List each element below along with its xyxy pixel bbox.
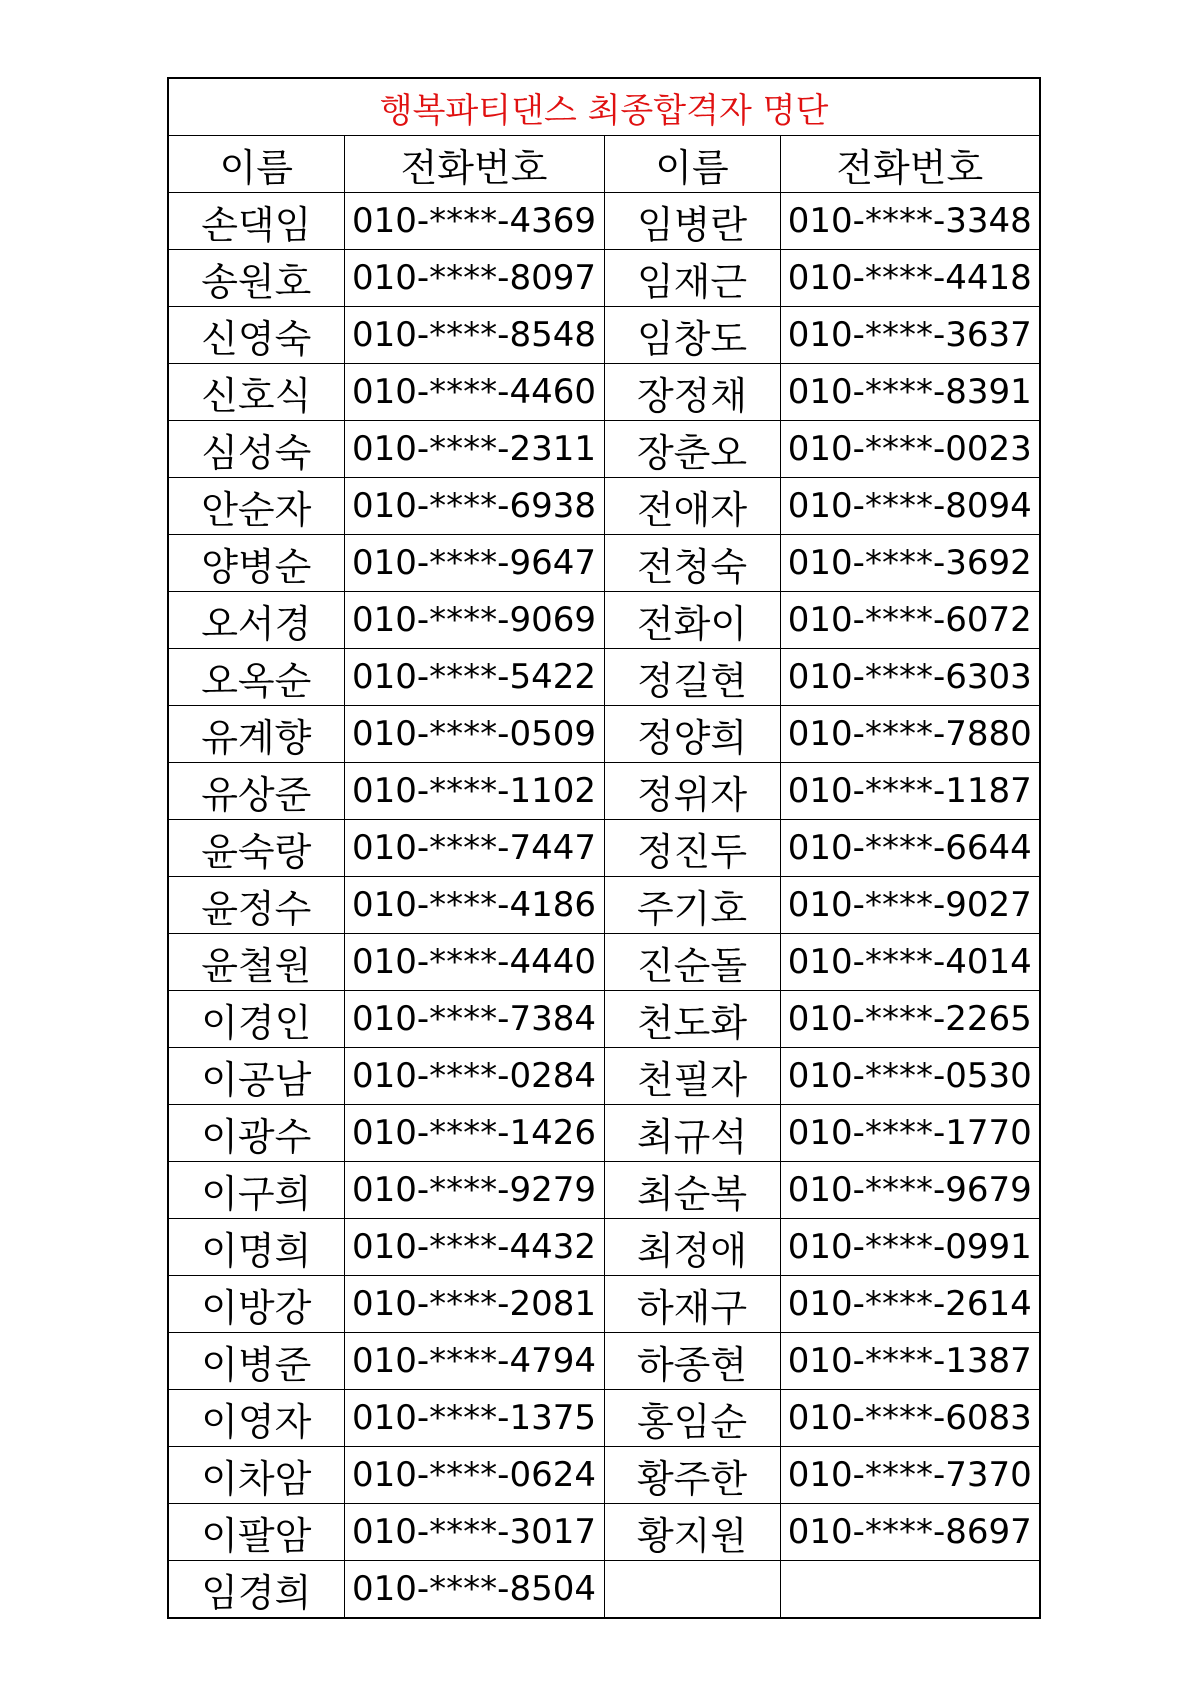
name-cell-left: 송원호 — [168, 250, 344, 307]
name-cell-left: 신영숙 — [168, 307, 344, 364]
phone-cell-left: 010-****-9647 — [344, 535, 604, 592]
phone-cell-right: 010-****-8391 — [780, 364, 1040, 421]
phone-cell-left: 010-****-8097 — [344, 250, 604, 307]
name-cell-left: 윤철원 — [168, 934, 344, 991]
name-cell-right: 임재근 — [604, 250, 780, 307]
header-name-right: 이름 — [604, 136, 780, 193]
header-phone-left: 전화번호 — [344, 136, 604, 193]
name-cell-right: 정양희 — [604, 706, 780, 763]
phone-cell-left: 010-****-3017 — [344, 1504, 604, 1561]
table-row — [168, 1504, 1040, 1561]
name-cell-left: 유계향 — [168, 706, 344, 763]
table-row — [168, 1162, 1040, 1219]
name-cell-right: 임병란 — [604, 193, 780, 250]
phone-cell-right — [780, 1561, 1040, 1619]
phone-cell-right: 010-****-1770 — [780, 1105, 1040, 1162]
phone-cell-left: 010-****-4186 — [344, 877, 604, 934]
name-cell-right: 전화이 — [604, 592, 780, 649]
table-row — [168, 535, 1040, 592]
name-cell-right: 천필자 — [604, 1048, 780, 1105]
name-cell-right: 정길현 — [604, 649, 780, 706]
table-row — [168, 1219, 1040, 1276]
table-row — [168, 364, 1040, 421]
phone-cell-left: 010-****-2081 — [344, 1276, 604, 1333]
name-cell-left: 오옥순 — [168, 649, 344, 706]
name-cell-left: 안순자 — [168, 478, 344, 535]
name-cell-left: 손댁임 — [168, 193, 344, 250]
name-cell-right: 정진두 — [604, 820, 780, 877]
table-row — [168, 478, 1040, 535]
name-cell-right: 정위자 — [604, 763, 780, 820]
name-cell-left: 이영자 — [168, 1390, 344, 1447]
table-row — [168, 649, 1040, 706]
table-row — [168, 1390, 1040, 1447]
name-cell-right: 주기호 — [604, 877, 780, 934]
phone-cell-left: 010-****-1426 — [344, 1105, 604, 1162]
roster-header — [168, 78, 1040, 193]
phone-cell-left: 010-****-8548 — [344, 307, 604, 364]
table-row — [168, 1561, 1040, 1619]
name-cell-left: 심성숙 — [168, 421, 344, 478]
table-row — [168, 820, 1040, 877]
phone-cell-left: 010-****-1375 — [344, 1390, 604, 1447]
phone-cell-right: 010-****-4418 — [780, 250, 1040, 307]
phone-cell-left: 010-****-4460 — [344, 364, 604, 421]
document-title: 행복파티댄스 최종합격자 명단 — [168, 78, 1040, 136]
phone-cell-left: 010-****-7384 — [344, 991, 604, 1048]
phone-cell-left: 010-****-4794 — [344, 1333, 604, 1390]
phone-cell-right: 010-****-8697 — [780, 1504, 1040, 1561]
phone-cell-left: 010-****-6938 — [344, 478, 604, 535]
phone-cell-left: 010-****-4432 — [344, 1219, 604, 1276]
phone-cell-right: 010-****-3348 — [780, 193, 1040, 250]
phone-cell-right: 010-****-9679 — [780, 1162, 1040, 1219]
title-row — [168, 78, 1040, 136]
roster-table — [167, 77, 1041, 1619]
phone-cell-right: 010-****-7880 — [780, 706, 1040, 763]
phone-cell-right: 010-****-6083 — [780, 1390, 1040, 1447]
name-cell-right: 장정채 — [604, 364, 780, 421]
phone-cell-left: 010-****-0624 — [344, 1447, 604, 1504]
table-row — [168, 877, 1040, 934]
phone-cell-right: 010-****-6072 — [780, 592, 1040, 649]
column-header-row — [168, 136, 1040, 193]
name-cell-left: 이방강 — [168, 1276, 344, 1333]
name-cell-right: 하종현 — [604, 1333, 780, 1390]
table-row — [168, 763, 1040, 820]
table-row — [168, 1105, 1040, 1162]
phone-cell-left: 010-****-4440 — [344, 934, 604, 991]
table-row — [168, 1333, 1040, 1390]
name-cell-left: 임경희 — [168, 1561, 344, 1619]
name-cell-left: 윤정수 — [168, 877, 344, 934]
table-row — [168, 421, 1040, 478]
name-cell-right: 전애자 — [604, 478, 780, 535]
phone-cell-right: 010-****-6303 — [780, 649, 1040, 706]
phone-cell-left: 010-****-9069 — [344, 592, 604, 649]
phone-cell-right: 010-****-6644 — [780, 820, 1040, 877]
phone-cell-left: 010-****-9279 — [344, 1162, 604, 1219]
phone-cell-right: 010-****-2614 — [780, 1276, 1040, 1333]
name-cell-right: 황지원 — [604, 1504, 780, 1561]
name-cell-left: 유상준 — [168, 763, 344, 820]
phone-cell-left: 010-****-0284 — [344, 1048, 604, 1105]
name-cell-left: 이구희 — [168, 1162, 344, 1219]
phone-cell-right: 010-****-4014 — [780, 934, 1040, 991]
phone-cell-right: 010-****-7370 — [780, 1447, 1040, 1504]
roster-body — [168, 193, 1040, 1619]
phone-cell-left: 010-****-7447 — [344, 820, 604, 877]
table-row — [168, 592, 1040, 649]
table-row — [168, 706, 1040, 763]
header-phone-right: 전화번호 — [780, 136, 1040, 193]
phone-cell-left: 010-****-1102 — [344, 763, 604, 820]
name-cell-right: 임창도 — [604, 307, 780, 364]
phone-cell-left: 010-****-4369 — [344, 193, 604, 250]
name-cell-left: 이경인 — [168, 991, 344, 1048]
name-cell-left: 이차암 — [168, 1447, 344, 1504]
table-row — [168, 307, 1040, 364]
name-cell-right: 진순돌 — [604, 934, 780, 991]
phone-cell-left: 010-****-8504 — [344, 1561, 604, 1619]
name-cell-right — [604, 1561, 780, 1619]
phone-cell-right: 010-****-1387 — [780, 1333, 1040, 1390]
name-cell-left: 이광수 — [168, 1105, 344, 1162]
name-cell-right: 최순복 — [604, 1162, 780, 1219]
name-cell-left: 이명희 — [168, 1219, 344, 1276]
name-cell-right: 전청숙 — [604, 535, 780, 592]
phone-cell-right: 010-****-1187 — [780, 763, 1040, 820]
name-cell-right: 홍임순 — [604, 1390, 780, 1447]
phone-cell-left: 010-****-2311 — [344, 421, 604, 478]
table-row — [168, 1447, 1040, 1504]
table-row — [168, 193, 1040, 250]
phone-cell-right: 010-****-0023 — [780, 421, 1040, 478]
phone-cell-left: 010-****-0509 — [344, 706, 604, 763]
name-cell-right: 천도화 — [604, 991, 780, 1048]
name-cell-left: 양병순 — [168, 535, 344, 592]
table-row — [168, 934, 1040, 991]
phone-cell-right: 010-****-2265 — [780, 991, 1040, 1048]
name-cell-left: 오서경 — [168, 592, 344, 649]
name-cell-right: 황주한 — [604, 1447, 780, 1504]
header-name-left: 이름 — [168, 136, 344, 193]
phone-cell-left: 010-****-5422 — [344, 649, 604, 706]
phone-cell-right: 010-****-3637 — [780, 307, 1040, 364]
table-row — [168, 250, 1040, 307]
table-row — [168, 991, 1040, 1048]
name-cell-right: 최규석 — [604, 1105, 780, 1162]
phone-cell-right: 010-****-3692 — [780, 535, 1040, 592]
phone-cell-right: 010-****-8094 — [780, 478, 1040, 535]
phone-cell-right: 010-****-9027 — [780, 877, 1040, 934]
name-cell-right: 최정애 — [604, 1219, 780, 1276]
name-cell-left: 윤숙랑 — [168, 820, 344, 877]
table-row — [168, 1276, 1040, 1333]
name-cell-left: 신호식 — [168, 364, 344, 421]
phone-cell-right: 010-****-0530 — [780, 1048, 1040, 1105]
name-cell-left: 이병준 — [168, 1333, 344, 1390]
table-row — [168, 1048, 1040, 1105]
phone-cell-right: 010-****-0991 — [780, 1219, 1040, 1276]
name-cell-right: 장춘오 — [604, 421, 780, 478]
name-cell-left: 이팔암 — [168, 1504, 344, 1561]
name-cell-left: 이공남 — [168, 1048, 344, 1105]
name-cell-right: 하재구 — [604, 1276, 780, 1333]
